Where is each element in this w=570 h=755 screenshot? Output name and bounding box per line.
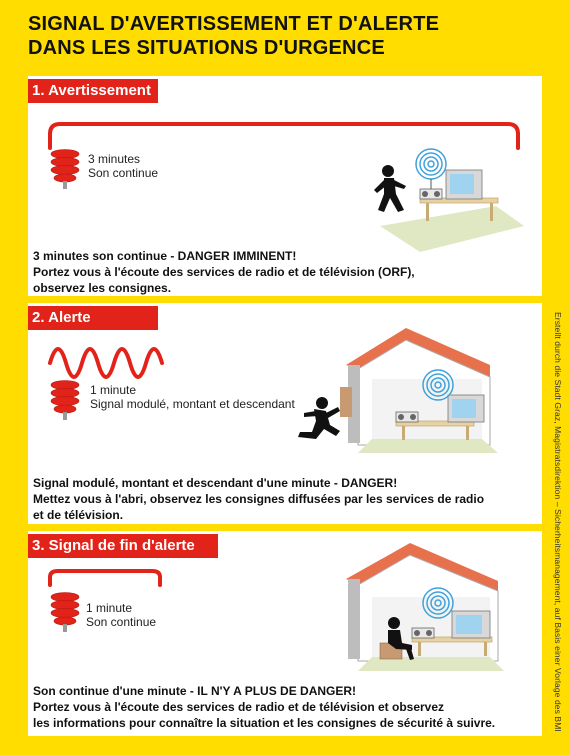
section-2-signal-type: Signal modulé, montant et descendant (90, 397, 295, 411)
section-1-signal-type: Son continue (88, 166, 159, 180)
siren-graphic (51, 150, 79, 190)
section-1-desc-line-2: Portez vous à l'écoute des services de radio et de télévision (ORF), (33, 265, 415, 279)
section-2-desc-line-1: Signal modulé, montant et descendant d'une minute - DANGER! (33, 476, 398, 490)
section-3-heading: 3. Signal de fin d'alerte (28, 534, 218, 558)
section-3-signal-label (86, 601, 156, 629)
section-3-description (33, 683, 495, 731)
section-1-heading: 1. Avertissement (28, 79, 158, 103)
section-1-desc-line-1: 3 minutes son continue - DANGER IMMINENT! (33, 249, 297, 263)
section-fin-alerte (28, 531, 542, 736)
title-line-2: DANS LES SITUATIONS D'URGENCE (28, 37, 385, 59)
section-avertissement (28, 76, 542, 296)
modulated-signal-line (50, 349, 162, 377)
section-alerte (28, 303, 542, 524)
siren-graphic (51, 381, 79, 421)
section-2-signal-duration: 1 minute (90, 383, 137, 397)
person-running-icon (298, 397, 340, 439)
title-line-1: SIGNAL D'AVERTISSEMENT ET D'ALERTE (28, 13, 440, 35)
section-2-desc-line-2: Mettez vous à l'abri, observez les consignes diffusées par les services de radio (33, 492, 485, 506)
section-2-signal-label (90, 383, 295, 411)
section-2-desc-line-3: et de télévision. (33, 508, 124, 522)
section-2-description (33, 475, 484, 523)
person-walking-icon (374, 165, 406, 212)
siren-graphic (51, 593, 79, 633)
continuous-signal-line-short (50, 571, 160, 585)
section-3-desc-line-3: les informations pour connaître la situation et les consignes de sécurité à suivre. (33, 716, 496, 730)
section-2-heading: 2. Alerte (28, 306, 158, 330)
continuous-signal-line (50, 124, 518, 148)
section-1-description (33, 248, 415, 296)
section-3-signal-duration: 1 minute (86, 601, 133, 615)
page-title (28, 12, 439, 60)
section-3-desc-line-2: Portez vous à l'écoute des services de radio et de télévision et observez (33, 700, 445, 714)
credit-text: Erstellt durch die Stadt Graz, Magistratsdirektion – Sicherheitsmanagement, auf Basis einer Vorlage des BMI (553, 312, 563, 732)
section-3-desc-line-1: Son continue d'une minute - IL N'Y A PLUS DE DANGER! (33, 684, 357, 698)
section-1-signal-label (88, 152, 158, 180)
section-1-signal-duration: 3 minutes (88, 152, 141, 166)
section-3-signal-type: Son continue (86, 615, 157, 629)
section-1-desc-line-3: observez les consignes. (33, 281, 172, 295)
